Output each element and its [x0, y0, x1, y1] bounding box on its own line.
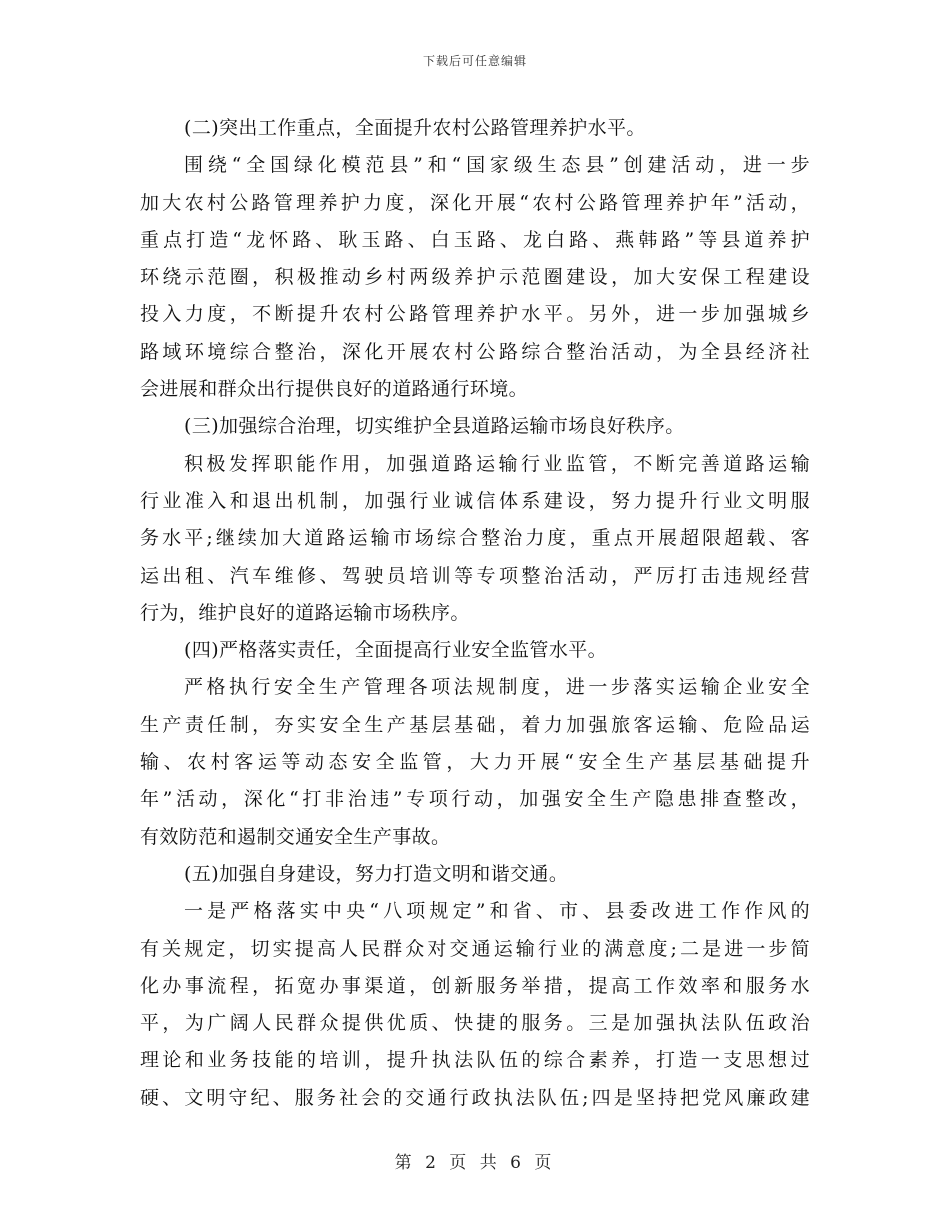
text-line: 加大农村公路管理养护力度，深化开展“农村公路管理养护年”活动， [140, 191, 810, 214]
text-line: 务水平;继续加大道路运输市场综合整治力度，重点开展超限超载、客 [140, 527, 810, 550]
body-paragraph [140, 669, 810, 855]
text-line: 一是严格落实中央“八项规定”和省、市、县委改进工作作风的 [184, 900, 810, 923]
text-line: 围绕“全国绿化模范县”和“国家级生态县”创建活动，进一步 [184, 154, 810, 177]
section-heading [140, 408, 810, 445]
text-line: 化办事流程，拓宽办事渠道，创新服务举措，提高工作效率和服务水 [140, 974, 810, 997]
text-line: 平，为广阔人民群众提供优质、快捷的服务。三是加强执法队伍政治 [140, 1012, 810, 1035]
text-line: (二)突出工作重点，全面提升农村公路管理养护水平。 [184, 117, 646, 139]
body-paragraph [140, 147, 810, 408]
body-paragraph [140, 893, 810, 1117]
text-line: 有效防范和遏制交通安全生产事故。 [140, 825, 451, 848]
text-line: (五)加强自身建设，努力打造文明和谐交通。 [184, 862, 569, 885]
text-line: (三)加强综合治理，切实维护全县道路运输市场良好秩序。 [184, 415, 685, 438]
text-line: 环绕示范圈，积极推动乡村两级养护示范圈建设，加大安保工程建设 [140, 266, 810, 289]
text-line: 有关规定，切实提高人民群众对交通运输行业的满意度;二是进一步简 [140, 937, 810, 960]
document-body [140, 110, 810, 1117]
section-heading [140, 856, 810, 893]
text-line: 行业准入和退出机制，加强行业诚信体系建设，努力提升行业文明服 [140, 489, 810, 512]
section-heading [140, 110, 810, 147]
page-header: 下载后可任意编辑 [422, 54, 527, 68]
text-line: 年”活动，深化“打非治违”专项行动，加强安全生产隐患排查整改， [140, 788, 810, 811]
text-line: 重点打造“龙怀路、耿玉路、白玉路、龙白路、燕韩路”等县道养护 [140, 228, 810, 251]
text-line: 路域环境综合整治，深化开展农村公路综合整治活动，为全县经济社 [140, 340, 810, 363]
text-line: 积极发挥职能作用，加强道路运输行业监管，不断完善道路运输 [184, 452, 810, 475]
text-line: 运出租、汽车维修、驾驶员培训等专项整治活动，严厉打击违规经营 [140, 564, 810, 587]
text-line: 理论和业务技能的培训，提升执法队伍的综合素养，打造一支思想过 [140, 1049, 810, 1072]
text-line: 严格执行安全生产管理各项法规制度，进一步落实运输企业安全 [184, 676, 810, 699]
text-line: (四)严格落实责任，全面提高行业安全监管水平。 [184, 639, 608, 662]
text-line: 行为，维护良好的道路运输市场秩序。 [140, 601, 470, 624]
text-line: 生产责任制，夯实安全生产基层基础，着力加强旅客运输、危险品运 [140, 713, 810, 736]
text-line: 硬、文明守纪、服务社会的交通行政执法队伍;四是坚持把党风廉政建 [140, 1086, 810, 1109]
body-paragraph [140, 446, 810, 632]
page-number: 第 2 页 共 6 页 [394, 1153, 556, 1173]
section-heading [140, 632, 810, 669]
text-line: 输、农村客运等动态安全监管，大力开展“安全生产基层基础提升 [140, 751, 810, 774]
text-line: 会进展和群众出行提供良好的道路通行环境。 [140, 378, 529, 401]
text-line: 投入力度，不断提升农村公路管理养护水平。另外，进一步加强城乡 [140, 303, 810, 326]
